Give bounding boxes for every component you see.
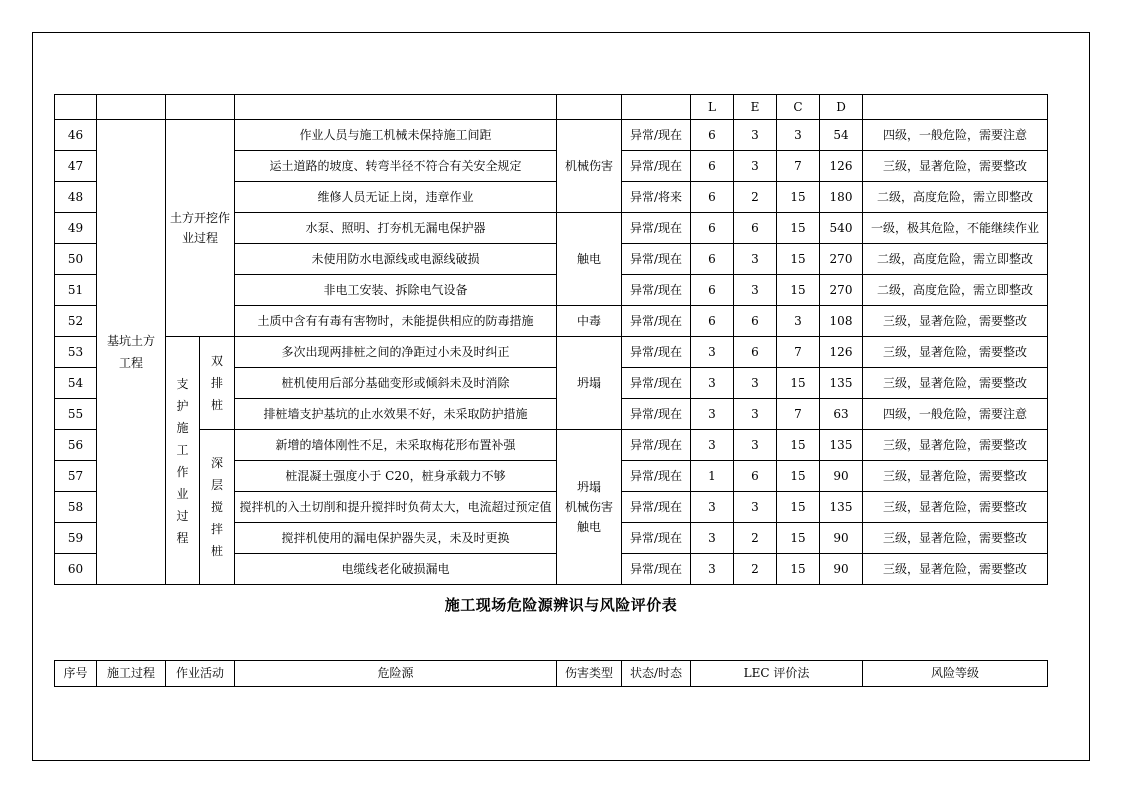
lec-e-cell: 2: [734, 182, 777, 213]
table-row: [55, 430, 1048, 461]
header-state: 状态/时态: [622, 661, 691, 687]
lec-l-cell: 6: [691, 244, 734, 275]
risk-level-cell: 三级，显著危险，需要整改: [863, 492, 1048, 523]
state-cell: 异常/现在: [622, 492, 691, 523]
hazard-cell: 未使用防水电源线或电源线破损: [235, 244, 557, 275]
lec-d-cell: 126: [820, 337, 863, 368]
risk-level-cell: 二级，高度危险，需立即整改: [863, 275, 1048, 306]
header-level: 风险等级: [863, 661, 1048, 687]
lec-c-cell: 15: [777, 213, 820, 244]
lec-d-cell: 540: [820, 213, 863, 244]
lec-c-cell: 7: [777, 399, 820, 430]
table-row: [55, 337, 1048, 368]
header-harm-type: 伤害类型: [557, 661, 622, 687]
header-process: 施工过程: [97, 661, 166, 687]
lec-e-cell: 6: [734, 337, 777, 368]
lec-c-cell: 7: [777, 151, 820, 182]
column-header-row: [55, 661, 1048, 687]
risk-level-cell: 一级，极其危险，不能继续作业: [863, 213, 1048, 244]
row-number: 54: [55, 368, 97, 399]
lec-d-cell: 180: [820, 182, 863, 213]
hazard-table: [54, 94, 1048, 585]
lec-e-cell: 3: [734, 120, 777, 151]
row-number: 50: [55, 244, 97, 275]
hazard-cell: 多次出现两排桩之间的净距过小未及时纠正: [235, 337, 557, 368]
lec-l-cell: 6: [691, 275, 734, 306]
hazard-cell: 维修人员无证上岗，违章作业: [235, 182, 557, 213]
lec-e-cell: 3: [734, 399, 777, 430]
lec-e-cell: 6: [734, 306, 777, 337]
state-cell: 异常/现在: [622, 275, 691, 306]
state-cell: 异常/现在: [622, 244, 691, 275]
lec-c-cell: 15: [777, 554, 820, 585]
risk-level-cell: 三级，显著危险，需要整改: [863, 151, 1048, 182]
sub-double-pile-cell: 双排桩: [200, 337, 235, 430]
row-number: 48: [55, 182, 97, 213]
lec-e-cell: 6: [734, 213, 777, 244]
row-number: 51: [55, 275, 97, 306]
lec-c-cell: 3: [777, 306, 820, 337]
row-number: 53: [55, 337, 97, 368]
lec-c-cell: 15: [777, 368, 820, 399]
harm-type-cell: 机械伤害: [557, 120, 622, 213]
risk-level-cell: 三级，显著危险，需要整改: [863, 523, 1048, 554]
lec-d-cell: 90: [820, 523, 863, 554]
harm-type-item: 坍塌: [576, 480, 601, 494]
lec-d-cell: 90: [820, 554, 863, 585]
lec-l-cell: 3: [691, 399, 734, 430]
hazard-cell: 作业人员与施工机械未保持施工间距: [235, 120, 557, 151]
lec-l-cell: 6: [691, 120, 734, 151]
header-lec: LEC 评价法: [691, 661, 863, 687]
lec-l-cell: 6: [691, 306, 734, 337]
row-number: 56: [55, 430, 97, 461]
harm-type-item: 触电: [576, 520, 601, 534]
harm-type-cell: 中毒: [557, 306, 622, 337]
risk-level-cell: 二级，高度危险，需立即整改: [863, 244, 1048, 275]
process-cell: 基坑土方工程: [97, 120, 166, 585]
activity-earthwork-cell: 土方开挖作业过程: [166, 120, 235, 337]
lec-e-cell: 2: [734, 554, 777, 585]
lec-header-row: [55, 95, 1048, 120]
row-number: 58: [55, 492, 97, 523]
lec-l-cell: 6: [691, 151, 734, 182]
state-cell: 异常/现在: [622, 306, 691, 337]
lec-l-cell: 3: [691, 337, 734, 368]
header-no: 序号: [55, 661, 97, 687]
state-cell: 异常/现在: [622, 399, 691, 430]
lec-c-cell: 15: [777, 492, 820, 523]
state-cell: 异常/现在: [622, 213, 691, 244]
lec-c-cell: 15: [777, 523, 820, 554]
risk-level-cell: 三级，显著危险，需要整改: [863, 554, 1048, 585]
risk-level-cell: 三级，显著危险，需要整改: [863, 430, 1048, 461]
state-cell: 异常/现在: [622, 337, 691, 368]
page-title: 施工现场危险源辨识与风险评价表: [444, 596, 678, 614]
row-number: 52: [55, 306, 97, 337]
lec-d-cell: 135: [820, 368, 863, 399]
lec-d-cell: 126: [820, 151, 863, 182]
lec-d-cell: 270: [820, 275, 863, 306]
state-cell: 异常/现在: [622, 120, 691, 151]
state-cell: 异常/现在: [622, 430, 691, 461]
lec-d-cell: 63: [820, 399, 863, 430]
lec-c-header: C: [777, 95, 820, 120]
lec-l-cell: 6: [691, 213, 734, 244]
risk-level-cell: 三级，显著危险，需要整改: [863, 368, 1048, 399]
lec-c-cell: 15: [777, 275, 820, 306]
header-hazard: 危险源: [235, 661, 557, 687]
lec-c-cell: 3: [777, 120, 820, 151]
hazard-cell: 运土道路的坡度、转弯半径不符合有关安全规定: [235, 151, 557, 182]
row-number: 47: [55, 151, 97, 182]
lec-l-header: L: [691, 95, 734, 120]
lec-l-cell: 3: [691, 554, 734, 585]
lec-l-cell: 1: [691, 461, 734, 492]
harm-type-item: 机械伤害: [564, 500, 613, 514]
lec-e-cell: 2: [734, 523, 777, 554]
state-cell: 异常/现在: [622, 151, 691, 182]
harm-type-multi-cell: [557, 430, 622, 585]
risk-level-cell: 三级，显著危险，需要整改: [863, 337, 1048, 368]
lec-c-cell: 15: [777, 461, 820, 492]
lec-e-cell: 3: [734, 368, 777, 399]
state-cell: 异常/将来: [622, 182, 691, 213]
risk-level-cell: 三级，显著危险，需要整改: [863, 306, 1048, 337]
lec-d-cell: 135: [820, 430, 863, 461]
state-cell: 异常/现在: [622, 523, 691, 554]
hazard-cell: 非电工安装、拆除电气设备: [235, 275, 557, 306]
lec-c-cell: 7: [777, 337, 820, 368]
row-number: 59: [55, 523, 97, 554]
lec-e-cell: 6: [734, 461, 777, 492]
lec-c-cell: 15: [777, 430, 820, 461]
risk-level-cell: 二级，高度危险，需立即整改: [863, 182, 1048, 213]
row-number: 60: [55, 554, 97, 585]
lec-e-cell: 3: [734, 275, 777, 306]
row-number: 46: [55, 120, 97, 151]
lec-d-header: D: [820, 95, 863, 120]
hazard-cell: 新增的墙体刚性不足，未采取梅花形布置补强: [235, 430, 557, 461]
lec-d-cell: 90: [820, 461, 863, 492]
row-number: 57: [55, 461, 97, 492]
lec-e-cell: 3: [734, 430, 777, 461]
column-header-table: [54, 660, 1048, 687]
hazard-cell: 排桩墙支护基坑的止水效果不好，未采取防护措施: [235, 399, 557, 430]
hazard-cell: 水泵、照明、打夯机无漏电保护器: [235, 213, 557, 244]
harm-type-cell: 坍塌: [557, 337, 622, 430]
lec-l-cell: 3: [691, 430, 734, 461]
state-cell: 异常/现在: [622, 368, 691, 399]
row-number: 55: [55, 399, 97, 430]
harm-type-cell: 触电: [557, 213, 622, 306]
lec-e-cell: 3: [734, 151, 777, 182]
state-cell: 异常/现在: [622, 461, 691, 492]
table-row: [55, 120, 1048, 151]
lec-l-cell: 3: [691, 523, 734, 554]
lec-l-cell: 3: [691, 492, 734, 523]
row-number: 49: [55, 213, 97, 244]
lec-d-cell: 270: [820, 244, 863, 275]
lec-e-header: E: [734, 95, 777, 120]
header-activity: 作业活动: [166, 661, 235, 687]
activity-support-cell: 支护施工作业过程: [166, 337, 200, 585]
lec-d-cell: 135: [820, 492, 863, 523]
risk-level-cell: 四级，一般危险，需要注意: [863, 399, 1048, 430]
lec-c-cell: 15: [777, 244, 820, 275]
lec-d-cell: 54: [820, 120, 863, 151]
hazard-cell: 电缆线老化破损漏电: [235, 554, 557, 585]
lec-l-cell: 6: [691, 182, 734, 213]
lec-c-cell: 15: [777, 182, 820, 213]
hazard-cell: 桩混凝土强度小于 C20，桩身承载力不够: [235, 461, 557, 492]
sub-deep-mix-cell: 深层搅拌桩: [200, 430, 235, 585]
hazard-cell: 搅拌机使用的漏电保护器失灵，未及时更换: [235, 523, 557, 554]
hazard-cell: 土质中含有有毒有害物时，未能提供相应的防毒措施: [235, 306, 557, 337]
lec-e-cell: 3: [734, 244, 777, 275]
risk-level-cell: 四级，一般危险，需要注意: [863, 120, 1048, 151]
lec-e-cell: 3: [734, 492, 777, 523]
lec-l-cell: 3: [691, 368, 734, 399]
risk-level-cell: 三级，显著危险，需要整改: [863, 461, 1048, 492]
hazard-cell: 搅拌机的入土切削和提升搅拌时负荷太大，电流超过预定值: [235, 492, 557, 523]
hazard-cell: 桩机使用后部分基础变形或倾斜未及时消除: [235, 368, 557, 399]
lec-d-cell: 108: [820, 306, 863, 337]
state-cell: 异常/现在: [622, 554, 691, 585]
